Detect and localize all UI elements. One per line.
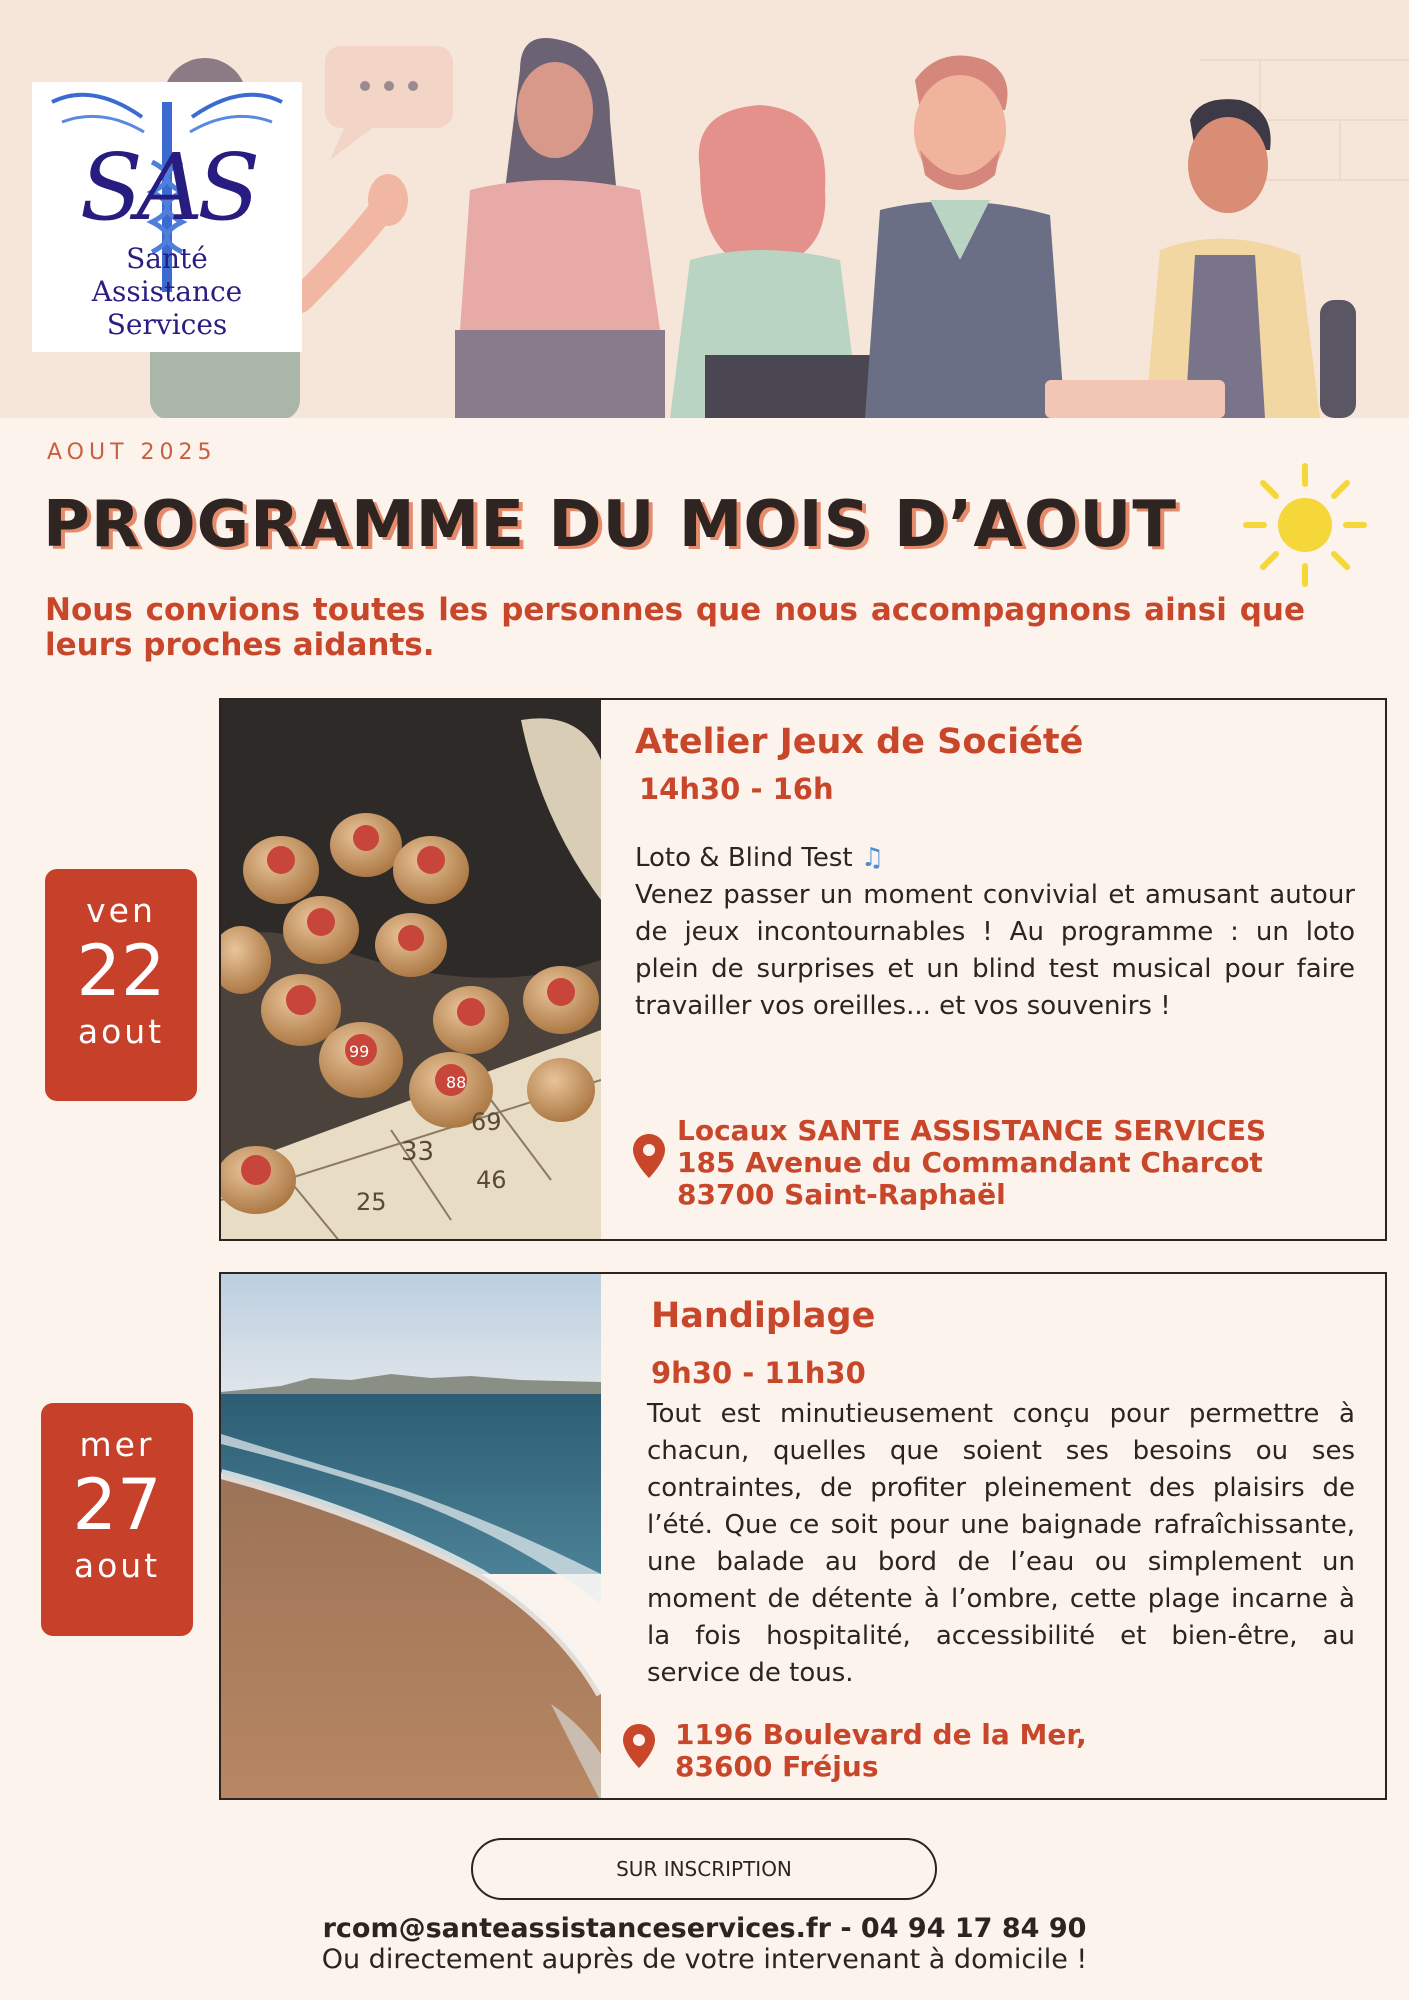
loto-number: 88 [446,1073,467,1092]
sun-icon [1240,460,1370,590]
company-logo [32,82,302,352]
page-title: PROGRAMME DU MOIS D’AOUT [43,488,1177,562]
event-time: 14h30 - 16h [639,772,834,806]
loto-number: 25 [356,1188,387,1216]
event-location [677,1115,1266,1211]
location-line-1: Locaux SANTE ASSISTANCE SERVICES [677,1114,1267,1147]
logo-line-2: Assistance [91,275,243,308]
logo-line-3: Services [106,308,228,341]
beach-photo [221,1274,601,1798]
event-subtitle: Loto & Blind Test [635,843,853,873]
month-eyebrow: AOUT 2025 [47,440,217,465]
event-title: Handiplage [651,1296,876,1336]
date-month: aout [73,1546,161,1585]
event-body: Venez passer un moment convivial et amusant autour de jeux incontournables ! Au programme : un loto plein de surprises et un blind test musical pour faire travailler vos oreilles... et vos souvenirs ! [635,880,1355,1021]
registration-button[interactable]: SUR INSCRIPTION [471,1838,937,1900]
loto-photo [221,700,601,1239]
contact-line[interactable]: rcom@santeassistanceservices.fr - 04 94 17 84 90 [322,1913,1087,1944]
date-badge-27 [41,1403,193,1636]
event-title: Atelier Jeux de Société [635,722,1084,762]
location-line-1: 1196 Boulevard de la Mer, [675,1718,1087,1751]
loto-number: 99 [349,1042,370,1061]
location-pin-icon [633,1134,665,1178]
date-day: 22 [76,930,166,1012]
location-line-2: 83600 Fréjus [675,1750,879,1783]
event-time: 9h30 - 11h30 [651,1356,866,1390]
intro-text: Nous convions toutes les personnes que nous accompagnons ainsi que leurs proches aidants. [45,592,1305,663]
event-location [675,1719,1087,1783]
event-card-jeux [219,698,1387,1241]
logo-line-1: Santé [126,242,208,275]
event-description [635,840,1355,1025]
location-line-3: 83700 Saint-Raphaël [677,1178,1006,1211]
event-description: Tout est minutieusement conçu pour permettre à chacun, quelles que soient ses besoins ou ses contraintes, de profiter pleinement des plaisirs de l’été. Que ce soit pour une baignade rafraîchissante, une balade au bord de l’eau ou simplement un moment de détente à l’ombre, cette plage incarne à la fois hospitalité, accessibilité et bien-être, au service de tous. [647,1399,1355,1688]
loto-number: 33 [401,1137,435,1167]
date-day: 27 [72,1464,162,1546]
date-dow: ven [86,891,156,930]
location-pin-icon [623,1724,655,1768]
date-month: aout [77,1012,165,1051]
date-dow: mer [79,1425,155,1464]
contact-note: Ou directement auprès de votre intervenant à domicile ! [321,1944,1088,1975]
location-line-2: 185 Avenue du Commandant Charcot [677,1146,1263,1179]
event-card-handiplage [219,1272,1387,1800]
logo-monogram: SAS [79,134,255,241]
music-notes-icon: ♫ [860,843,885,873]
loto-number: 46 [476,1166,507,1194]
date-badge-22 [45,869,197,1101]
loto-number: 69 [471,1108,502,1136]
